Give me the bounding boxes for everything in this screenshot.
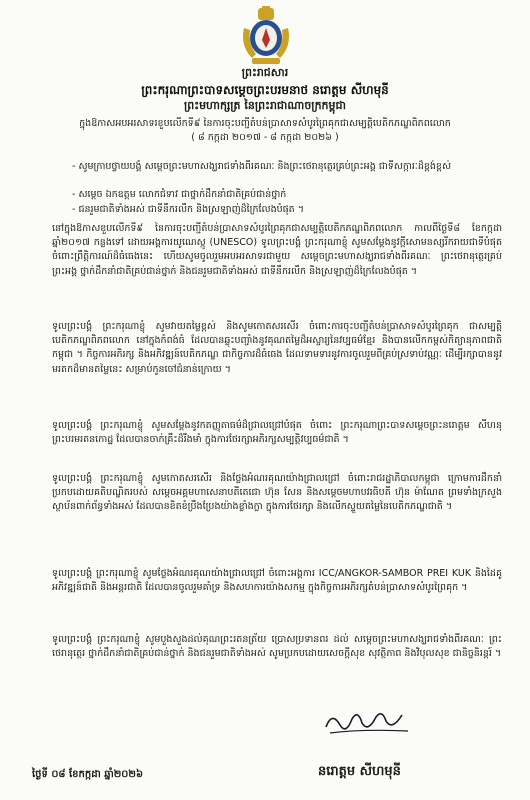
occasion-line: ក្នុងឱកាសអបអរសាទរខួបលើកទី៩ នៃការចុះបញ្ជីតំបន់ប្រាសាទសំបូរព្រៃគុកជាសម្បត្តិបេតិកភណ្ឌពិភពលោក (79, 118, 451, 129)
king-title: ព្រះករុណាព្រះបាទសម្តេចព្រះបរមនាថ នរោត្តម សីហមុនី (141, 83, 389, 97)
body-paragraph: ទូលព្រះបង្គំ ព្រះករុណាខ្ញុំ សូមកោតសរសើរ និងថ្លែងអំណរគុណយ៉ាងជ្រាលជ្រៅ ចំពោះរាជរដ្ឋាភិបាលកម្ពុជា ក្រោមការដឹកនាំប្រកបដោយគតិបណ្ឌិតរបស់ សម្តេចអគ្គមហាសេនាបតីតេជោ ហ៊ុន សែន និងសម្តេចមហាបវរធិបតី ហ៊ុន ម៉ាណែត ព្រមទាំងក្រសួងស្ថាប័នពាក់ព័ន្ធទាំងអស់ ដែលបានខិតខំប្រឹងប្រែងយ៉ាងខ្លាំងក្លា ក្នុងការថែរក្សា និងលើកស្ទួយតម្លៃនៃបេតិកភណ្ឌជាតិ ។ (52, 473, 502, 513)
salutation-bullet: - ជនរួមជាតិទាំងអស់ ជាទីនឹករលឹក និងស្រឡាញ់ដ៏ក្រៃលែងបំផុត ។ (72, 204, 304, 215)
occasion-subtitle (60, 117, 470, 145)
royal-seal-icon (238, 6, 294, 66)
body-paragraph: ទូលព្រះបង្គំ ព្រះករុណាខ្ញុំ សូមវាយតម្លៃខ្ពស់ និងសូមកោតសរសើរ ចំពោះការចុះបញ្ជីតំបន់ប្រាសាទសំបូរព្រៃគុក ជាសម្បត្តិបេតិកភណ្ឌពិភពលោក នៅក្នុងកំពង់ធំ ដែលបានឆ្លុះបញ្ចាំងនូវគុណតម្លៃដ៏អស្ចារ្យនៃវប្បធម៌ខ្មែរ និងបានលើកកម្ពស់កិត្យានុភាពជាតិកម្ពុជា ។ កិច្ចការអភិរក្ស និងអភិវឌ្ឍន៍បេតិកភណ្ឌ ជាកិច្ចការដ៏ធំធេង ដែលទាមទារនូវការចូលរួមពីគ្រប់ស្រទាប់វណ្ណៈ ដើម្បីរក្សាបាននូវមរតកដ៏មានតម្លៃនេះ សម្រាប់កូនចៅជំនាន់ក្រោយ ។ (52, 321, 502, 375)
letter-type-title: ព្រះរាជសារ (241, 66, 289, 79)
salutation-bullet: - សូមក្រាបថ្វាយបង្គំ សម្តេចព្រះមហាសង្ឃរាជទាំងពីរគណៈ និងព្រះថេរានុត្ថេរគ្រប់ព្រះអង្គ ជាទីសក្ការៈដ៏ខ្ពង់ខ្ពស់ (72, 161, 451, 172)
body-paragraph: ទូលព្រះបង្គំ ព្រះករុណាខ្ញុំ សូមថ្លែងអំណរគុណយ៉ាងជ្រាលជ្រៅ ចំពោះអង្គការ ICC/ANGKOR-SAMBOR PREI KUK និងដៃគូអភិវឌ្ឍន៍ជាតិ និងអន្តរជាតិ ដែលបានចូលរួមគាំទ្រ និងសហការយ៉ាងសកម្ម ក្នុងកិច្ចការអភិរក្សតំបន់ប្រាសាទសំបូរព្រៃគុក ។ (52, 568, 502, 594)
occasion-dates: ( ៨ កក្កដា ២០១៧ - ៨ កក្កដា ២០២៦ ) (191, 132, 339, 143)
signatory-name: នរោត្តម សីហមុនី (318, 764, 401, 779)
letter-date: ថ្ងៃទី ០៨ ខែកក្កដា ឆ្នាំ២០២៦ (32, 769, 144, 780)
body-paragraph: ទូលព្រះបង្គំ ព្រះករុណាខ្ញុំ សូមសម្តែងនូវកតញ្ញុតាធម៌ដ៏ជ្រាលជ្រៅបំផុត ចំពោះ ព្រះករុណាព្រះបាទសម្តេចព្រះនរោត្តម សីហនុ ព្រះបរមរតនកោដ្ឋ ដែលបានចាក់គ្រឹះដ៏រឹងមាំ ក្នុងការថែរក្សាអភិរក្សសម្បត្តិវប្បធម៌ជាតិ ។ (52, 420, 502, 446)
body-paragraph: ទូលព្រះបង្គំ ព្រះករុណាខ្ញុំ សូមបួងសួងដល់គុណព្រះរតនត្រ័យ ប្រោសប្រទានពរ ដល់ សម្តេចព្រះមហាសង្ឃរាជទាំងពីរគណៈ ព្រះថេរានុត្ថេរ ថ្នាក់ដឹកនាំជាតិគ្រប់ជាន់ថ្នាក់ និងជនរួមជាតិទាំងអស់ សូមប្រកបដោយសេចក្តីសុខ សុវត្ថិភាព និងវិបុលសុខ ជានិច្ចនិរន្តរ៍ ។ (52, 634, 502, 660)
handwritten-signature-icon (322, 705, 412, 739)
body-paragraph: នៅក្នុងឱកាសខួបលើកទី៩ នៃការចុះបញ្ជីតំបន់ប្រាសាទសំបូរព្រៃគុកជាសម្បត្តិបេតិកភណ្ឌពិភពលោក កាលពីថ្ងៃទី៨ ខែកក្កដា ឆ្នាំ២០១៧ កន្លងទៅ ដោយអង្គការយូណេស្កូ (UNESCO) ទូលព្រះបង្គំ ព្រះករុណាខ្ញុំ សូមសម្តែងនូវក្តីសោមនស្សរីករាយជាទីបំផុត ចំពោះព្រឹត្តិការណ៍ដ៏ធំធេងនេះ ហើយសូមចូលរួមអបអរសាទរជាមួយ សម្តេចព្រះមហាសង្ឃរាជទាំងពីរគណៈ ព្រះថេរានុត្ថេរគ្រប់ព្រះអង្គ ថ្នាក់ដឹកនាំជាតិគ្រប់ជាន់ថ្នាក់ និងជនរួមជាតិទាំងអស់ ជាទីនឹករលឹក និងស្រឡាញ់ដ៏ក្រៃលែងបំផុត ។ (52, 223, 502, 277)
kingdom-title: ព្រះមហាក្សត្រ នៃព្រះរាជាណាចក្រកម្ពុជា (183, 99, 346, 112)
salutation-bullet: - សម្តេច ឯកឧត្តម លោកជំទាវ ជាថ្នាក់ដឹកនាំជាតិគ្រប់ជាន់ថ្នាក់ (72, 189, 287, 200)
